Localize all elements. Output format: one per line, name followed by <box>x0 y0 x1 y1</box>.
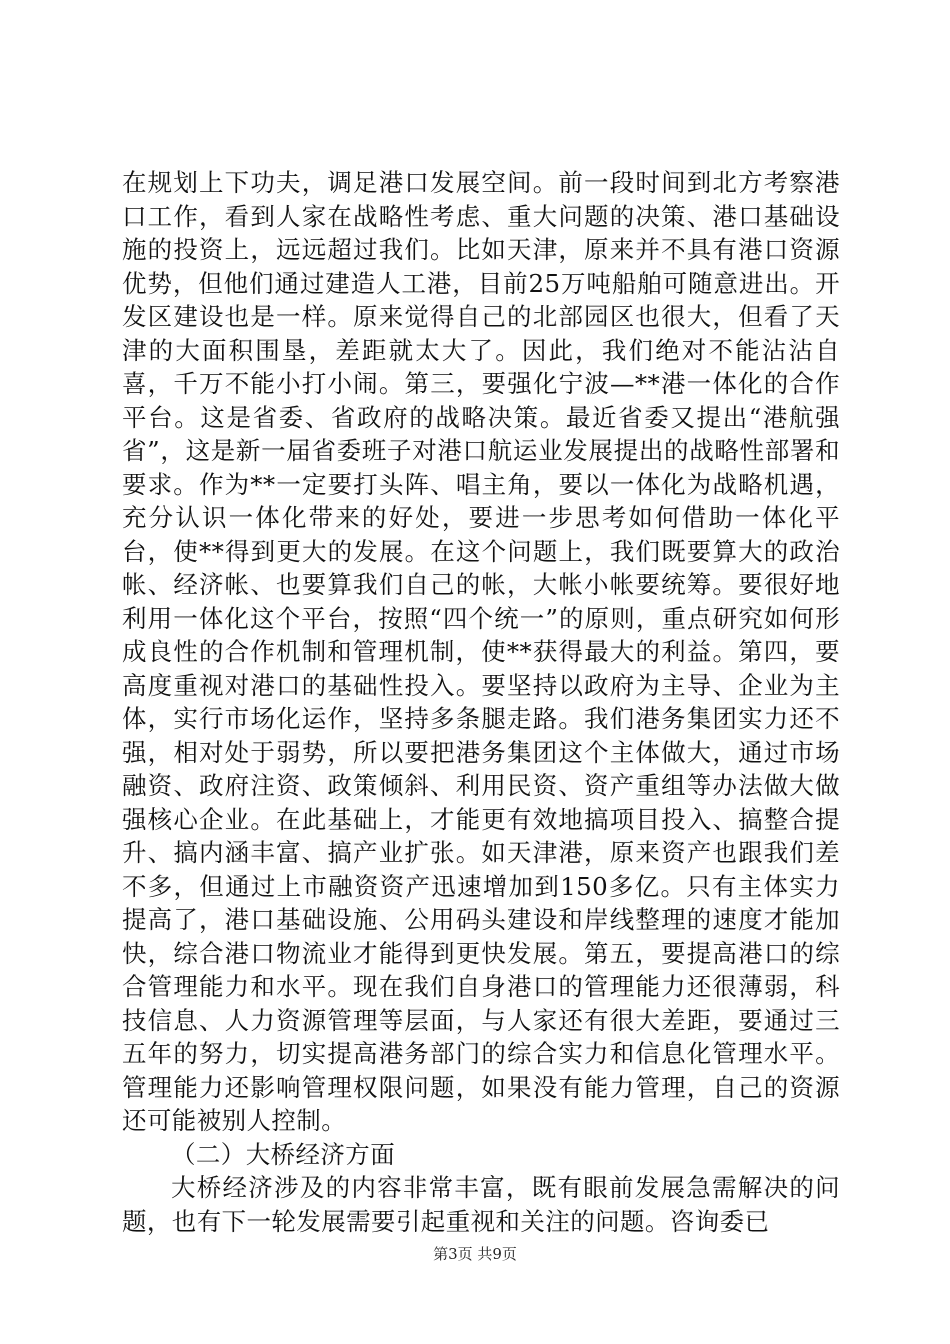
section-heading: （二）大桥经济方面 <box>171 1139 396 1169</box>
body-paragraph: 大桥经济涉及的内容非常丰富，既有眼前发展急需解决的问题，也有下一轮发展需要引起重视和关注的问题。咨询委已 <box>122 1173 840 1236</box>
body-paragraph: 在规划上下功夫，调足港口发展空间。前一段时间到北方考察港口工作，看到人家在战略性考虑、重大问题的决策、港口基础设施的投资上，远远超过我们。比如天津，原来并不具有港口资源优势，但他们通过建造人工港，目前25万吨船舶可随意进出。开发区建设也是一样。原来觉得自己的北部园区也很大，但看了天津的大面积围垦，差距就太大了。因此，我们绝对不能沾沾自喜，千万不能小打小闹。第三，要强化宁波—**港一体化的合作平台。这是省委、省政府的战略决策。最近省委又提出“港航强省”，这是新一届省委班子对港口航运业发展提出的战略性部署和要求。作为**一定要打头阵、唱主角，要以一体化为战略机遇，充分认识一体化带来的好处，要进一步思考如何借助一体化平台，使**得到更大的发展。在这个问题上，我们既要算大的政治帐、经济帐、也要算我们自己的帐，大帐小帐要统筹。要很好地利用一体化这个平台，按照“四个统一”的原则，重点研究如何形成良性的合作机制和管理机制，使**获得最大的利益。第四，要高度重视对港口的基础性投入。要坚持以政府为主导、企业为主体，实行市场化运作，坚持多条腿走路。我们港务集团实力还不强，相对处于弱势，所以要把港务集团这个主体做大，通过市场融资、政府注资、政策倾斜、利用民资、资产重组等办法做大做强核心企业。在此基础上，才能更有效地搞项目投入、搞整合提升、搞内涵丰富、搞产业扩张。如天津港，原来资产也跟我们差不多，但通过上市融资资产迅速增加到150多亿。只有主体实力提高了，港口基础设施、公用码头建设和岸线整理的速度才能加快，综合港口物流业才能得到更快发展。第五，要提高港口的综合管理能力和水平。现在我们自身港口的管理能力还很薄弱，科技信息、人力资源管理等层面，与人家还有很大差距，要通过三五年的努力，切实提高港务部门的综合实力和信息化管理水平。管理能力还影响管理权限问题，如果没有能力管理，自己的资源还可能被别人控制。 <box>122 168 840 1135</box>
page-number: 第3页 共9页 <box>433 1245 517 1263</box>
page-footer <box>0 1244 950 1264</box>
document-body <box>122 166 840 1238</box>
